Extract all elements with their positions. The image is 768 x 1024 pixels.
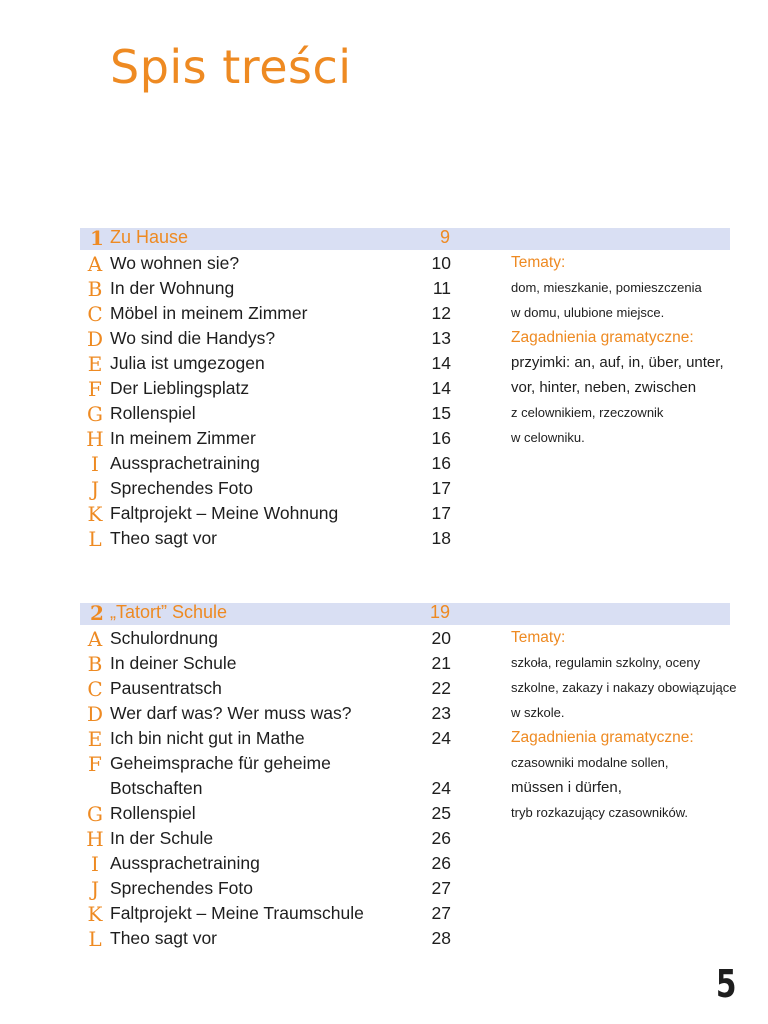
chapter-1 — [80, 226, 730, 551]
lesson-title: Der Lieblingsplatz — [110, 378, 250, 398]
lesson-row — [80, 525, 460, 550]
lesson-row — [80, 500, 460, 525]
lesson-page: 25 — [431, 803, 451, 823]
lesson-row — [80, 900, 460, 925]
lesson-page: 17 — [431, 503, 451, 523]
lesson-page: 28 — [431, 928, 451, 948]
lesson-letter: K — [87, 502, 103, 526]
lesson-title: In der Schule — [110, 828, 214, 848]
lesson-row — [80, 300, 460, 325]
lesson-page: 13 — [431, 328, 451, 348]
lesson-title: In meinem Zimmer — [110, 428, 256, 448]
lesson-letter: A — [87, 627, 103, 651]
lesson-page: 16 — [431, 453, 451, 473]
chapter-2 — [80, 601, 737, 951]
topics-heading: Tematy: — [511, 629, 566, 646]
lesson-title: Geheimsprache für geheime — [110, 753, 331, 773]
lesson-row — [80, 775, 460, 800]
lesson-title: In deiner Schule — [110, 653, 237, 673]
lesson-page: 10 — [431, 253, 451, 273]
lesson-page: 26 — [431, 853, 451, 873]
lesson-letter: F — [88, 752, 102, 776]
lesson-list — [80, 625, 460, 950]
lesson-title: Wer darf was? Wer muss was? — [110, 703, 352, 723]
lesson-row — [80, 675, 460, 700]
lesson-letter: E — [87, 727, 103, 751]
lesson-letter: I — [91, 452, 99, 476]
lesson-letter: C — [87, 677, 103, 701]
lesson-letter: D — [86, 702, 104, 726]
chapter-title: „Tatort” Schule — [110, 602, 228, 622]
lesson-title: Wo wohnen sie? — [110, 253, 240, 273]
lesson-row — [80, 450, 460, 475]
lesson-title: Sprechendes Foto — [110, 478, 254, 498]
lesson-letter: C — [87, 302, 103, 326]
lesson-title: Schulordnung — [110, 628, 218, 648]
lesson-title: Rollenspiel — [110, 803, 196, 823]
page-number: 5 — [715, 962, 736, 1006]
lesson-row — [80, 425, 460, 450]
topics-line: w domu, ulubione miejsce. — [511, 305, 665, 320]
lesson-title: Wo sind die Handys? — [110, 328, 276, 348]
lesson-letter: B — [87, 652, 103, 676]
lesson-row — [80, 475, 460, 500]
lesson-title: Rollenspiel — [110, 403, 196, 423]
grammar-heading: Zagadnienia gramatyczne: — [511, 329, 694, 346]
lesson-title: Aussprachetraining — [110, 453, 260, 473]
lesson-row — [80, 750, 460, 775]
lesson-letter: D — [86, 327, 104, 351]
topics-line: dom, mieszkanie, pomieszczenia — [511, 280, 702, 295]
grammar-line: tryb rozkazujący czasowników. — [511, 805, 689, 820]
lesson-title: Theo sagt vor — [110, 928, 217, 948]
lesson-title: Theo sagt vor — [110, 528, 217, 548]
lesson-row — [80, 800, 460, 825]
lesson-letter: K — [87, 902, 103, 926]
lesson-title: Sprechendes Foto — [110, 878, 254, 898]
grammar-line: przyimki: an, auf, in, über, unter, — [511, 354, 724, 371]
lesson-letter: G — [87, 802, 103, 826]
lesson-letter: I — [91, 852, 99, 876]
lesson-title: In der Wohnung — [110, 278, 235, 298]
page-title: Spis treści — [110, 40, 352, 94]
lesson-title: Julia ist umgezogen — [110, 353, 265, 373]
lesson-page: 27 — [431, 878, 451, 898]
lesson-row — [80, 875, 460, 900]
lesson-row — [80, 850, 460, 875]
lesson-letter: E — [87, 352, 103, 376]
lesson-page: 21 — [431, 653, 451, 673]
lesson-letter: G — [87, 402, 103, 426]
lesson-row — [80, 700, 460, 725]
chapter-page: 9 — [439, 227, 450, 247]
lesson-letter: A — [87, 252, 103, 276]
lesson-row — [80, 375, 460, 400]
lesson-title: Möbel in meinem Zimmer — [110, 303, 308, 323]
lesson-page: 24 — [431, 778, 451, 798]
lesson-page: 26 — [431, 828, 451, 848]
lesson-title: Faltprojekt – Meine Wohnung — [110, 503, 339, 523]
chapter-number: 2 — [90, 601, 104, 625]
topics-heading: Tematy: — [511, 254, 566, 271]
lesson-list — [80, 250, 460, 550]
lesson-letter: J — [90, 477, 100, 501]
chapter-summary — [511, 625, 736, 825]
lesson-title: Aussprachetraining — [110, 853, 260, 873]
lesson-letter: H — [86, 427, 104, 451]
topics-line: w szkole. — [511, 705, 565, 720]
lesson-page: 15 — [431, 403, 451, 423]
lesson-row — [80, 650, 460, 675]
lesson-page: 18 — [431, 528, 451, 548]
lesson-row — [80, 350, 460, 375]
chapter-header — [80, 228, 730, 250]
grammar-line: z celownikiem, rzeczownik — [511, 405, 664, 420]
lesson-row — [80, 250, 460, 275]
lesson-row — [80, 275, 460, 300]
lesson-page: 24 — [431, 728, 451, 748]
chapter-header — [80, 603, 730, 625]
lesson-row — [80, 400, 460, 425]
grammar-line: vor, hinter, neben, zwischen — [511, 379, 697, 396]
chapter-page: 19 — [429, 602, 450, 622]
lesson-title: Ich bin nicht gut in Mathe — [110, 728, 305, 748]
topics-line: szkoła, regulamin szkolny, oceny — [511, 655, 701, 670]
grammar-line: müssen i dürfen, — [511, 779, 622, 796]
chapter-title: Zu Hause — [110, 227, 189, 247]
grammar-line: w celowniku. — [511, 430, 585, 445]
lesson-page: 27 — [431, 903, 451, 923]
topics-line: szkolne, zakazy i nakazy obowiązujące — [511, 680, 737, 695]
lesson-title: Pausentratsch — [110, 678, 222, 698]
chapter-number: 1 — [90, 226, 104, 250]
grammar-line: czasowniki modalne sollen, — [511, 755, 669, 770]
lesson-page: 23 — [431, 703, 451, 723]
chapter-summary — [511, 250, 736, 450]
lesson-letter: B — [87, 277, 103, 301]
lesson-letter: H — [86, 827, 104, 851]
lesson-letter: J — [90, 877, 100, 901]
lesson-page: 14 — [431, 353, 451, 373]
lesson-row — [80, 625, 460, 650]
lesson-letter: L — [88, 927, 102, 951]
lesson-page: 17 — [431, 478, 451, 498]
lesson-letter: L — [88, 527, 102, 551]
lesson-row — [80, 725, 460, 750]
lesson-page: 20 — [431, 628, 451, 648]
lesson-row — [80, 325, 460, 350]
lesson-page: 16 — [431, 428, 451, 448]
lesson-title: Botschaften — [110, 778, 203, 798]
grammar-heading: Zagadnienia gramatyczne: — [511, 729, 694, 746]
lesson-page: 11 — [432, 278, 451, 298]
lesson-page: 22 — [431, 678, 451, 698]
lesson-page: 12 — [431, 303, 451, 323]
lesson-title: Faltprojekt – Meine Traumschule — [110, 903, 364, 923]
lesson-row — [80, 925, 460, 950]
lesson-page: 14 — [431, 378, 451, 398]
lesson-row — [80, 825, 460, 850]
lesson-letter: F — [88, 377, 102, 401]
